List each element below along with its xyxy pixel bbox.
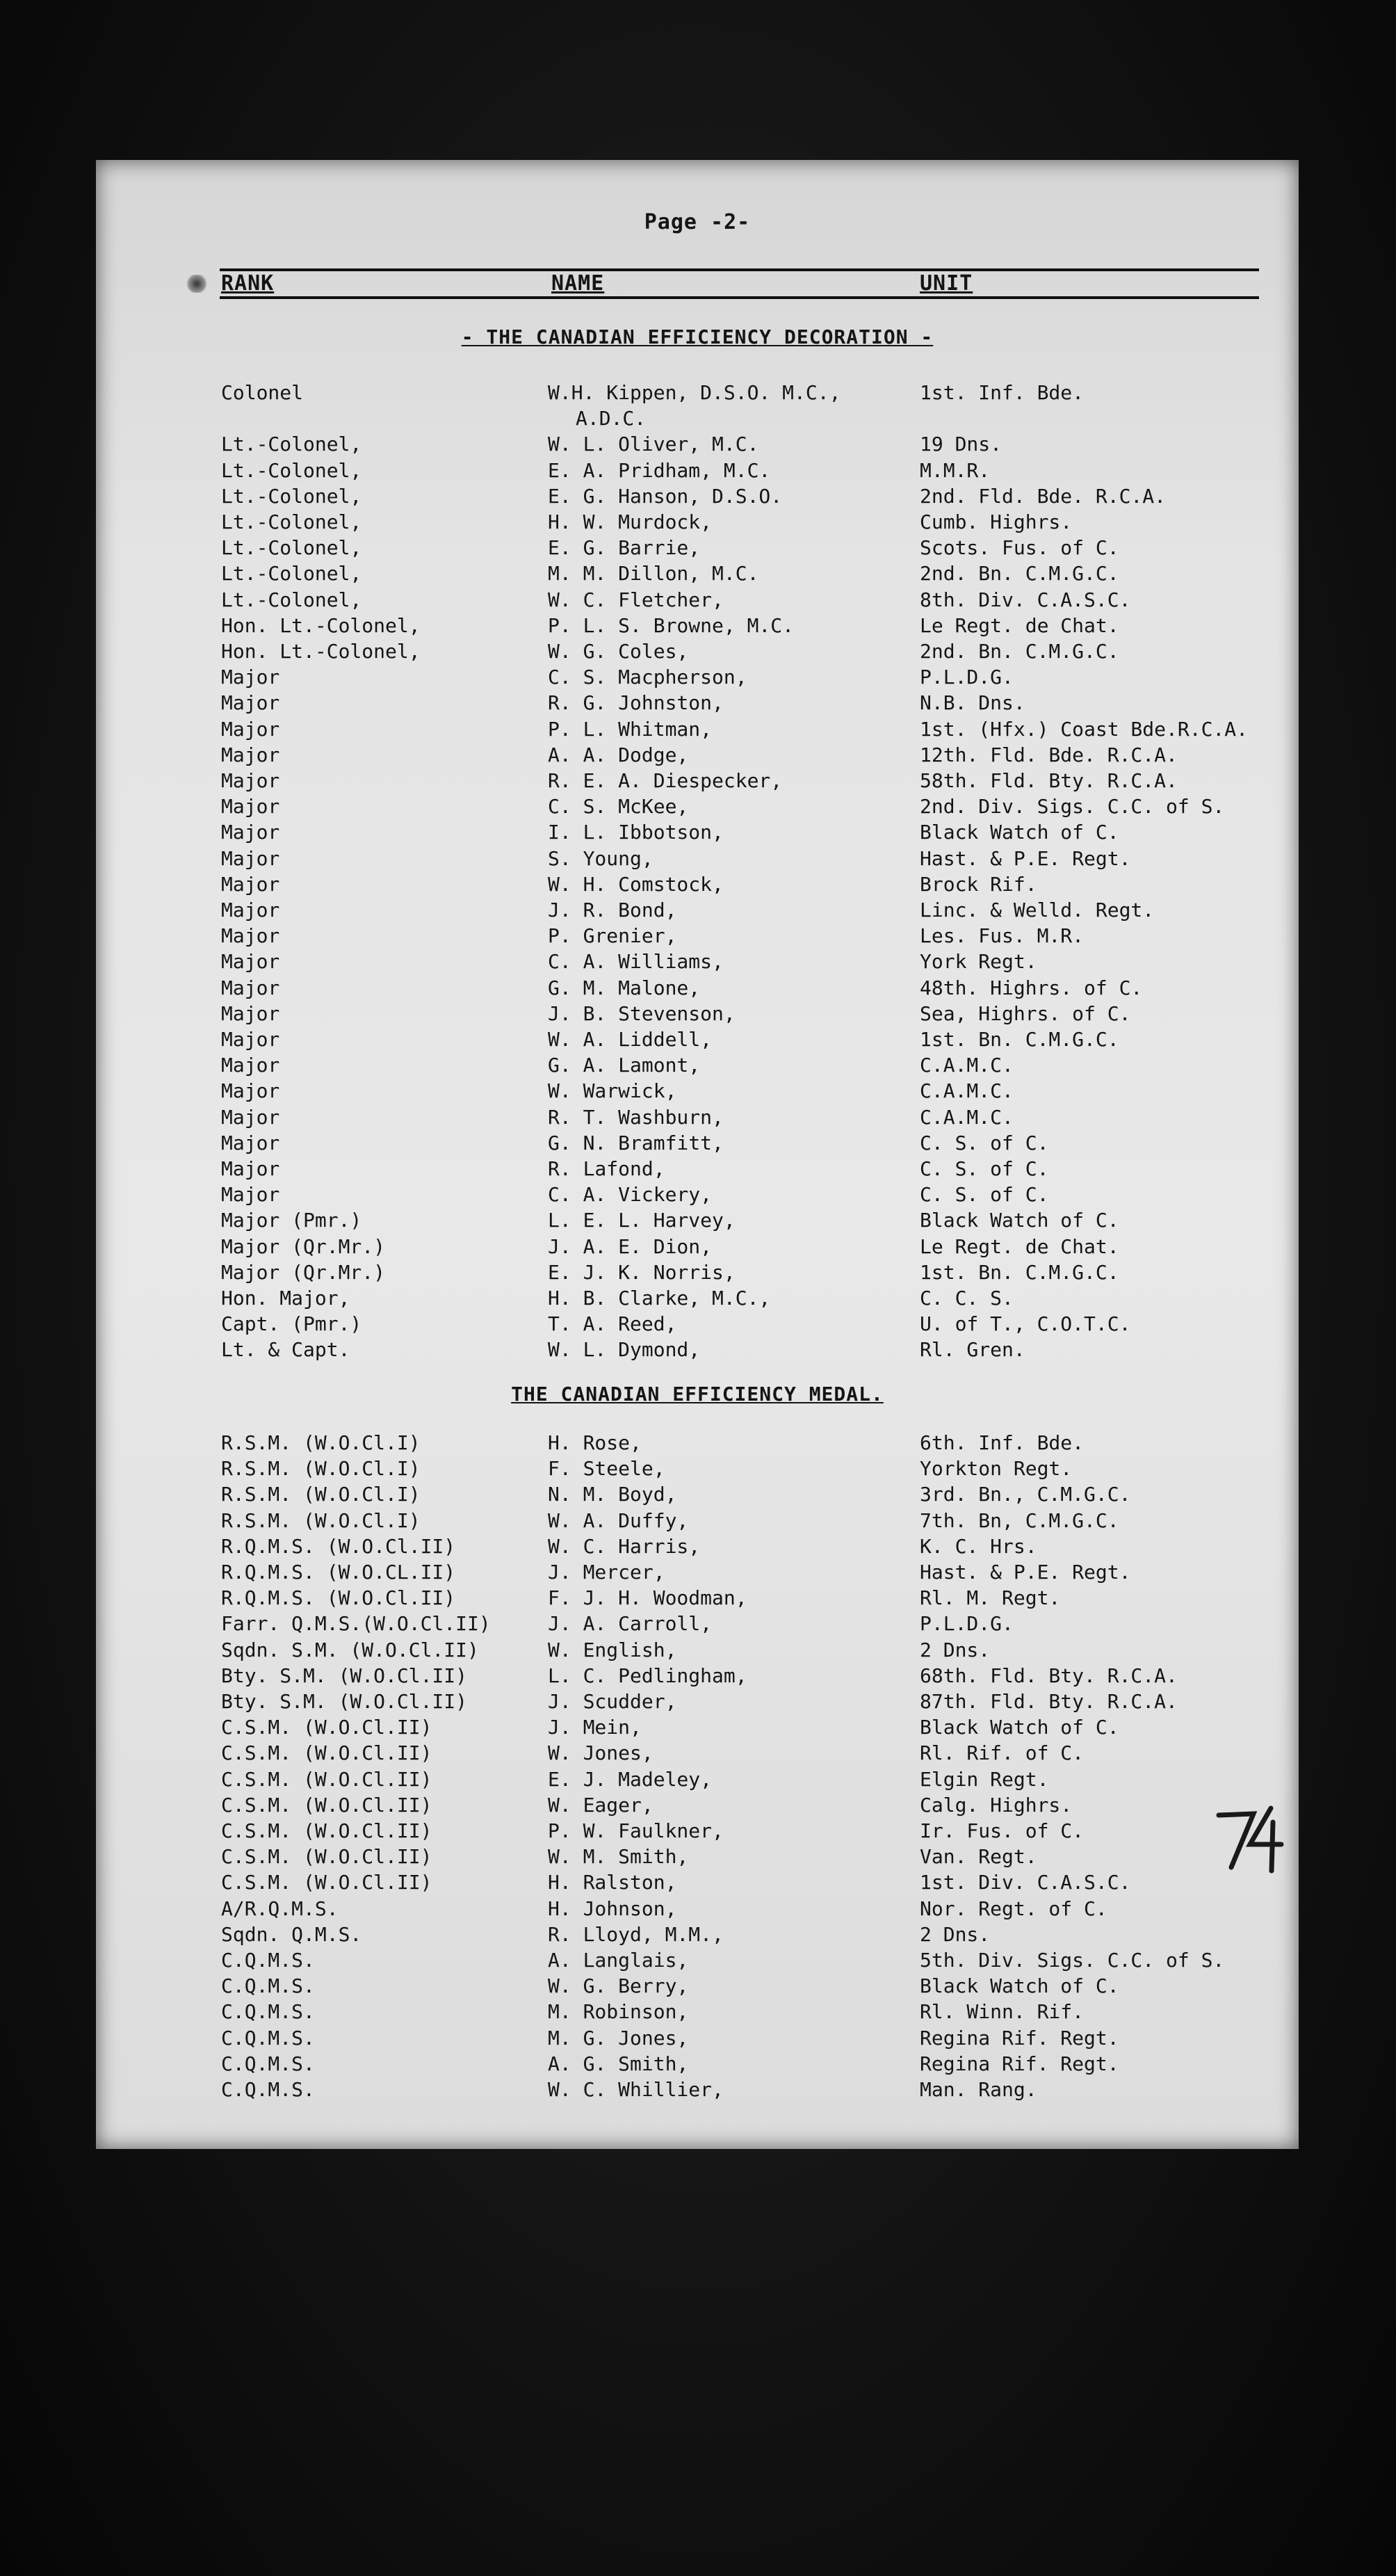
cell-unit: 2 Dns. bbox=[920, 1922, 991, 1946]
cell-name: J. Mein, bbox=[548, 1716, 642, 1739]
cell-unit: Yorkton Regt. bbox=[920, 1457, 1073, 1481]
cell-rank: Major bbox=[221, 691, 280, 715]
cell-unit: Black Watch of C. bbox=[920, 1716, 1119, 1739]
table-row bbox=[96, 1586, 1299, 1611]
cell-name: M. Robinson, bbox=[548, 2000, 689, 2024]
table-row bbox=[96, 1768, 1299, 1793]
table-row bbox=[96, 640, 1299, 665]
table-row bbox=[96, 1312, 1299, 1337]
cell-name: E. G. Hanson, D.S.O. bbox=[548, 484, 783, 508]
table-row bbox=[96, 1741, 1299, 1766]
cell-name: M. G. Jones, bbox=[548, 2026, 689, 2050]
table-row bbox=[96, 2000, 1299, 2025]
cell-unit: 2nd. Fld. Bde. R.C.A. bbox=[920, 484, 1167, 508]
table-row bbox=[96, 1054, 1299, 1079]
cell-unit: Man. Rang. bbox=[920, 2078, 1037, 2101]
cell-unit: Nor. Regt. of C. bbox=[920, 1897, 1107, 1920]
cell-name: P. Grenier, bbox=[548, 924, 677, 948]
cell-unit: 1st. Inf. Bde. bbox=[920, 381, 1085, 404]
cell-unit: 5th. Div. Sigs. C.C. of S. bbox=[920, 1949, 1225, 1972]
column-header-rank: RANK bbox=[221, 271, 275, 296]
cell-rank: C.Q.M.S. bbox=[221, 1974, 315, 1998]
cell-name: T. A. Reed, bbox=[548, 1312, 677, 1336]
table-row bbox=[96, 1079, 1299, 1104]
cell-unit: 3rd. Bn., C.M.G.C. bbox=[920, 1483, 1131, 1506]
table-row bbox=[96, 1002, 1299, 1027]
cell-rank: Sqdn. S.M. (W.O.Cl.II) bbox=[221, 1638, 479, 1661]
cell-name: W. Eager, bbox=[548, 1793, 654, 1817]
cell-rank: C.S.M. (W.O.Cl.II) bbox=[221, 1793, 432, 1817]
cell-unit: 12th. Fld. Bde. R.C.A. bbox=[920, 743, 1178, 766]
cell-unit: Regina Rif. Regt. bbox=[920, 2052, 1119, 2075]
cell-name: L. E. L. Harvey, bbox=[548, 1209, 736, 1232]
table-row bbox=[96, 1157, 1299, 1182]
cell-name: R. Lafond, bbox=[548, 1157, 665, 1180]
cell-name: W. H. Comstock, bbox=[548, 872, 724, 896]
cell-rank: Major (Qr.Mr.) bbox=[221, 1234, 386, 1258]
header-rule-top bbox=[220, 268, 1259, 271]
table-row bbox=[96, 381, 1299, 406]
cell-rank: Major bbox=[221, 1079, 280, 1103]
cell-rank: Bty. S.M. (W.O.Cl.II) bbox=[221, 1690, 468, 1713]
cell-unit: Van. Regt. bbox=[920, 1845, 1037, 1869]
cell-unit: 68th. Fld. Bty. R.C.A. bbox=[920, 1664, 1178, 1687]
cell-rank: Colonel bbox=[221, 381, 304, 404]
cell-name: W. C. Fletcher, bbox=[548, 588, 724, 611]
cell-unit: Hast. & P.E. Regt. bbox=[920, 1561, 1131, 1584]
table-row bbox=[96, 1183, 1299, 1208]
page-number: Page -2- bbox=[644, 210, 751, 234]
cell-name: E. A. Pridham, M.C. bbox=[548, 458, 771, 482]
table-row bbox=[96, 2052, 1299, 2077]
cell-name: R. E. A. Diespecker, bbox=[548, 769, 783, 792]
table-row bbox=[96, 485, 1299, 510]
handwritten-folio-number bbox=[1212, 1801, 1288, 1878]
table-row bbox=[96, 1132, 1299, 1157]
cell-name: F. J. H. Woodman, bbox=[548, 1586, 747, 1610]
cell-name: H. W. Murdock, bbox=[548, 510, 713, 533]
cell-rank: Major bbox=[221, 743, 280, 766]
cell-name: G. N. Bramfitt, bbox=[548, 1131, 724, 1154]
table-row bbox=[96, 1923, 1299, 1948]
cell-unit: Black Watch of C. bbox=[920, 821, 1119, 844]
cell-rank: R.Q.M.S. (W.O.CL.II) bbox=[221, 1561, 456, 1584]
table-row bbox=[96, 1871, 1299, 1896]
cell-name: C. A. Williams, bbox=[548, 950, 724, 974]
table-row bbox=[96, 1612, 1299, 1637]
cell-rank: C.Q.M.S. bbox=[221, 1949, 315, 1972]
cell-name: J. A. Carroll, bbox=[548, 1612, 713, 1636]
cell-rank: C.S.M. (W.O.Cl.II) bbox=[221, 1716, 432, 1739]
cell-unit: C. S. of C. bbox=[920, 1157, 1049, 1180]
cell-unit: Regina Rif. Regt. bbox=[920, 2026, 1119, 2050]
cell-rank: Lt.-Colonel, bbox=[221, 433, 362, 456]
cell-unit: Hast. & P.E. Regt. bbox=[920, 846, 1131, 870]
table-row bbox=[96, 666, 1299, 691]
table-row bbox=[96, 562, 1299, 587]
table-row bbox=[96, 1235, 1299, 1260]
cell-name: W. L. Dymond, bbox=[548, 1338, 701, 1362]
cell-unit: C. S. of C. bbox=[920, 1183, 1049, 1207]
table-row bbox=[96, 510, 1299, 536]
cell-rank: R.S.M. (W.O.Cl.I) bbox=[221, 1431, 421, 1454]
cell-rank: C.Q.M.S. bbox=[221, 2026, 315, 2050]
table-row bbox=[96, 1974, 1299, 1999]
table-row bbox=[96, 743, 1299, 768]
cell-rank: Bty. S.M. (W.O.Cl.II) bbox=[221, 1664, 468, 1687]
cell-unit: M.M.R. bbox=[920, 458, 991, 482]
column-header-unit: UNIT bbox=[920, 271, 973, 296]
table-row bbox=[96, 1845, 1299, 1870]
cell-rank: C.S.M. (W.O.Cl.II) bbox=[221, 1819, 432, 1842]
table-row bbox=[96, 536, 1299, 561]
cell-rank: R.S.M. (W.O.Cl.I) bbox=[221, 1457, 421, 1481]
table-row bbox=[96, 1338, 1299, 1363]
cell-unit: Cumb. Highrs. bbox=[920, 510, 1073, 533]
cell-unit: Rl. Gren. bbox=[920, 1338, 1025, 1362]
table-row bbox=[96, 769, 1299, 794]
cell-unit: Les. Fus. M.R. bbox=[920, 924, 1085, 948]
cell-rank: Major bbox=[221, 1183, 280, 1207]
cell-unit: 2 Dns. bbox=[920, 1638, 991, 1661]
cell-unit: Brock Rif. bbox=[920, 872, 1037, 896]
section-title-medal: THE CANADIAN EFFICIENCY MEDAL. bbox=[511, 1383, 884, 1406]
table-row bbox=[96, 821, 1299, 846]
table-row bbox=[96, 433, 1299, 458]
cell-name: R. G. Johnston, bbox=[548, 691, 724, 715]
cell-unit: Elgin Regt. bbox=[920, 1767, 1049, 1791]
cell-name: A. Langlais, bbox=[548, 1949, 689, 1972]
cell-name: J. Mercer, bbox=[548, 1561, 665, 1584]
table-row bbox=[96, 2078, 1299, 2103]
table-row bbox=[96, 1639, 1299, 1664]
cell-rank: Major (Pmr.) bbox=[221, 1209, 362, 1232]
cell-rank: Lt.-Colonel, bbox=[221, 510, 362, 533]
cell-name: C. S. Macpherson, bbox=[548, 666, 747, 689]
cell-rank: Major bbox=[221, 1028, 280, 1051]
cell-rank: R.S.M. (W.O.Cl.I) bbox=[221, 1508, 421, 1532]
cell-rank: C.Q.M.S. bbox=[221, 2078, 315, 2101]
cell-unit: 8th. Div. C.A.S.C. bbox=[920, 588, 1131, 611]
cell-unit: P.L.D.G. bbox=[920, 666, 1014, 689]
cell-rank: Major bbox=[221, 924, 280, 948]
cell-name: A. G. Smith, bbox=[548, 2052, 689, 2075]
table-row bbox=[96, 1509, 1299, 1534]
cell-rank: Hon. Lt.-Colonel, bbox=[221, 640, 421, 663]
cell-name: M. M. Dillon, M.C. bbox=[548, 562, 759, 586]
cell-name: W. M. Smith, bbox=[548, 1845, 689, 1869]
table-row bbox=[96, 588, 1299, 613]
cell-rank: C.Q.M.S. bbox=[221, 2000, 315, 2024]
table-row-continuation bbox=[96, 407, 1299, 432]
cell-rank: Major bbox=[221, 872, 280, 896]
cell-unit: Rl. Winn. Rif. bbox=[920, 2000, 1085, 2024]
cell-name: W. A. Liddell, bbox=[548, 1028, 713, 1051]
cell-unit: Linc. & Welld. Regt. bbox=[920, 899, 1155, 921]
table-row bbox=[96, 1690, 1299, 1715]
table-row bbox=[96, 1457, 1299, 1482]
cell-rank: Lt.-Colonel, bbox=[221, 458, 362, 482]
cell-rank: Hon. Lt.-Colonel, bbox=[221, 613, 421, 637]
document-page bbox=[96, 160, 1299, 2149]
table-row bbox=[96, 1028, 1299, 1053]
cell-rank: Major bbox=[221, 950, 280, 974]
cell-name: P. W. Faulkner, bbox=[548, 1819, 724, 1842]
cell-name: I. L. Ibbotson, bbox=[548, 821, 724, 844]
table-row bbox=[96, 1431, 1299, 1456]
cell-name: W. L. Oliver, M.C. bbox=[548, 433, 759, 456]
cell-name: J. Scudder, bbox=[548, 1690, 677, 1713]
table-row bbox=[96, 1794, 1299, 1819]
cell-rank: C.S.M. (W.O.Cl.II) bbox=[221, 1741, 432, 1765]
cell-unit: C.A.M.C. bbox=[920, 1105, 1014, 1129]
table-row bbox=[96, 1261, 1299, 1286]
table-row bbox=[96, 899, 1299, 924]
cell-name: P. L. S. Browne, M.C. bbox=[548, 613, 795, 637]
cell-rank: Farr. Q.M.S.(W.O.Cl.II) bbox=[221, 1612, 491, 1636]
cell-unit: 19 Dns. bbox=[920, 433, 1003, 456]
cell-rank: A/R.Q.M.S. bbox=[221, 1897, 339, 1920]
cell-unit: Le Regt. de Chat. bbox=[920, 1234, 1119, 1258]
cell-name: E. J. K. Norris, bbox=[548, 1260, 736, 1284]
table-row bbox=[96, 1716, 1299, 1741]
cell-unit: Rl. M. Regt. bbox=[920, 1586, 1061, 1610]
cell-name: H. B. Clarke, M.C., bbox=[548, 1287, 771, 1310]
cell-unit: 1st. Div. C.A.S.C. bbox=[920, 1871, 1131, 1894]
section-title-decoration: - THE CANADIAN EFFICIENCY DECORATION - bbox=[461, 325, 934, 348]
table-row bbox=[96, 614, 1299, 639]
cell-rank: Lt. & Capt. bbox=[221, 1338, 350, 1362]
cell-name: W. C. Harris, bbox=[548, 1534, 701, 1558]
cell-rank: Major bbox=[221, 1131, 280, 1154]
table-row bbox=[96, 1561, 1299, 1586]
table-row bbox=[96, 1287, 1299, 1312]
cell-unit: 1st. Bn. C.M.G.C. bbox=[920, 1260, 1119, 1284]
cell-name: R. T. Washburn, bbox=[548, 1105, 724, 1129]
table-row bbox=[96, 1949, 1299, 1974]
cell-name: N. M. Boyd, bbox=[548, 1483, 677, 1506]
table-row bbox=[96, 795, 1299, 820]
cell-rank: R.Q.M.S. (W.O.Cl.II) bbox=[221, 1534, 456, 1558]
cell-name: C. S. McKee, bbox=[548, 795, 689, 819]
cell-rank: Lt.-Colonel, bbox=[221, 484, 362, 508]
cell-unit: 87th. Fld. Bty. R.C.A. bbox=[920, 1690, 1178, 1713]
cell-name: H. Ralston, bbox=[548, 1871, 677, 1894]
cell-name: W. English, bbox=[548, 1638, 677, 1661]
table-row bbox=[96, 1664, 1299, 1689]
cell-unit: C.A.M.C. bbox=[920, 1079, 1014, 1103]
cell-name: W. Warwick, bbox=[548, 1079, 677, 1103]
cell-name: R. Lloyd, M.M., bbox=[548, 1922, 724, 1946]
ink-blot bbox=[186, 275, 207, 293]
cell-name: F. Steele, bbox=[548, 1457, 665, 1481]
cell-unit: Rl. Rif. of C. bbox=[920, 1741, 1085, 1765]
cell-unit: 2nd. Bn. C.M.G.C. bbox=[920, 562, 1119, 586]
cell-rank: Major bbox=[221, 1157, 280, 1180]
cell-name: W. G. Coles, bbox=[548, 640, 689, 663]
cell-name: E. G. Barrie, bbox=[548, 536, 701, 560]
cell-name: W. C. Whillier, bbox=[548, 2078, 724, 2101]
table-row bbox=[96, 1483, 1299, 1508]
cell-rank: Sqdn. Q.M.S. bbox=[221, 1922, 362, 1946]
table-row bbox=[96, 847, 1299, 872]
cell-rank: Major bbox=[221, 769, 280, 792]
table-row bbox=[96, 1897, 1299, 1922]
cell-unit: 1st. (Hfx.) Coast Bde.R.C.A. bbox=[920, 717, 1249, 741]
cell-rank: Major (Qr.Mr.) bbox=[221, 1260, 386, 1284]
cell-unit: 2nd. Bn. C.M.G.C. bbox=[920, 640, 1119, 663]
cell-rank: Hon. Major, bbox=[221, 1287, 350, 1310]
table-row bbox=[96, 924, 1299, 949]
cell-rank: Major bbox=[221, 1054, 280, 1077]
cell-rank: C.S.M. (W.O.Cl.II) bbox=[221, 1767, 432, 1791]
cell-unit: 7th. Bn, C.M.G.C. bbox=[920, 1508, 1119, 1532]
cell-rank: Major bbox=[221, 846, 280, 870]
table-row bbox=[96, 691, 1299, 716]
cell-rank: R.Q.M.S. (W.O.Cl.II) bbox=[221, 1586, 456, 1610]
cell-name: J. A. E. Dion, bbox=[548, 1234, 713, 1258]
cell-name: G. M. Malone, bbox=[548, 976, 701, 999]
cell-rank: R.S.M. (W.O.Cl.I) bbox=[221, 1483, 421, 1506]
cell-name: L. C. Pedlingham, bbox=[548, 1664, 747, 1687]
cell-rank: Major bbox=[221, 1105, 280, 1129]
cell-rank: Major bbox=[221, 795, 280, 819]
cell-unit: York Regt. bbox=[920, 950, 1037, 974]
cell-name: P. L. Whitman, bbox=[548, 717, 713, 741]
column-header-name: NAME bbox=[551, 271, 605, 296]
cell-name: W. Jones, bbox=[548, 1741, 654, 1765]
cell-rank: Major bbox=[221, 1001, 280, 1025]
cell-unit: 58th. Fld. Bty. R.C.A. bbox=[920, 769, 1178, 792]
cell-name: J. B. Stevenson, bbox=[548, 1001, 736, 1025]
cell-unit: Le Regt. de Chat. bbox=[920, 613, 1119, 637]
cell-name: W. A. Duffy, bbox=[548, 1508, 689, 1532]
table-row bbox=[96, 873, 1299, 898]
cell-rank: Major bbox=[221, 717, 280, 741]
cell-unit: C.A.M.C. bbox=[920, 1054, 1014, 1077]
table-row bbox=[96, 976, 1299, 1001]
cell-unit: Sea, Highrs. of C. bbox=[920, 1001, 1131, 1025]
cell-unit: C. S. of C. bbox=[920, 1131, 1049, 1154]
cell-rank: Major bbox=[221, 666, 280, 689]
cell-rank: Lt.-Colonel, bbox=[221, 536, 362, 560]
cell-unit: Scots. Fus. of C. bbox=[920, 536, 1119, 560]
cell-unit: K. C. Hrs. bbox=[920, 1534, 1037, 1558]
cell-unit: 6th. Inf. Bde. bbox=[920, 1431, 1085, 1454]
cell-rank: C.Q.M.S. bbox=[221, 2052, 315, 2075]
cell-unit: Calg. Highrs. bbox=[920, 1793, 1073, 1817]
cell-rank: C.S.M. (W.O.Cl.II) bbox=[221, 1845, 432, 1869]
cell-name-continuation: A.D.C. bbox=[576, 407, 647, 430]
cell-unit: Black Watch of C. bbox=[920, 1209, 1119, 1232]
cell-rank: Major bbox=[221, 899, 280, 921]
cell-name: W.H. Kippen, D.S.O. M.C., bbox=[548, 381, 841, 404]
cell-name: W. G. Berry, bbox=[548, 1974, 689, 1998]
table-row bbox=[96, 1535, 1299, 1560]
cell-unit: 2nd. Div. Sigs. C.C. of S. bbox=[920, 795, 1225, 819]
cell-rank: Capt. (Pmr.) bbox=[221, 1312, 362, 1336]
cell-unit: U. of T., C.O.T.C. bbox=[920, 1312, 1131, 1336]
cell-unit: N.B. Dns. bbox=[920, 691, 1025, 715]
cell-rank: Lt.-Colonel, bbox=[221, 562, 362, 586]
cell-name: A. A. Dodge, bbox=[548, 743, 689, 766]
header-rule-bottom bbox=[220, 296, 1259, 299]
cell-unit: 48th. Highrs. of C. bbox=[920, 976, 1143, 999]
cell-unit: Ir. Fus. of C. bbox=[920, 1819, 1085, 1842]
cell-rank: Major bbox=[221, 821, 280, 844]
cell-unit: 1st. Bn. C.M.G.C. bbox=[920, 1028, 1119, 1051]
cell-rank: Major bbox=[221, 976, 280, 999]
cell-unit: Black Watch of C. bbox=[920, 1974, 1119, 1998]
cell-name: S. Young, bbox=[548, 846, 654, 870]
cell-name: E. J. Madeley, bbox=[548, 1767, 713, 1791]
cell-unit: P.L.D.G. bbox=[920, 1612, 1014, 1636]
table-row bbox=[96, 2027, 1299, 2052]
cell-name: J. R. Bond, bbox=[548, 899, 677, 921]
cell-name: H. Johnson, bbox=[548, 1897, 677, 1920]
cell-rank: Lt.-Colonel, bbox=[221, 588, 362, 611]
cell-name: G. A. Lamont, bbox=[548, 1054, 701, 1077]
table-row bbox=[96, 950, 1299, 975]
table-row bbox=[96, 718, 1299, 743]
table-row bbox=[96, 1819, 1299, 1844]
cell-name: C. A. Vickery, bbox=[548, 1183, 713, 1207]
cell-name: H. Rose, bbox=[548, 1431, 642, 1454]
table-row bbox=[96, 459, 1299, 484]
cell-rank: C.S.M. (W.O.Cl.II) bbox=[221, 1871, 432, 1894]
table-row bbox=[96, 1209, 1299, 1234]
table-row bbox=[96, 1106, 1299, 1131]
cell-unit: C. C. S. bbox=[920, 1287, 1014, 1310]
